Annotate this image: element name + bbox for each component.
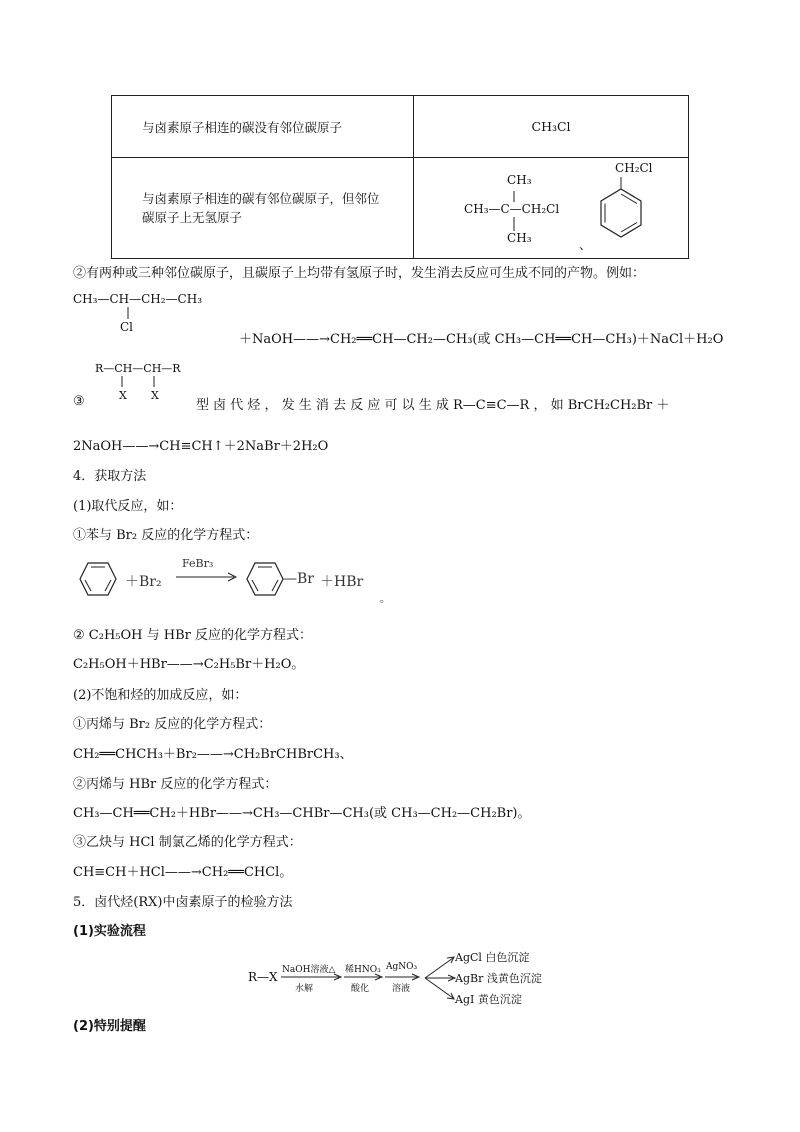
acetylene-hcl-title: ③乙炔与 HCl 制氯乙烯的化学方程式： — [73, 835, 302, 850]
benzyl-chloride-label: CH₂Cl — [615, 161, 653, 175]
paragraph-2: ②有两种或三种邻位碳原子，且碳原子上均带有氢原子时，发生消去反应可生成不同的产物。例如： — [73, 266, 646, 281]
benz-period: 。 — [380, 594, 390, 605]
separator: 、 — [579, 237, 592, 252]
dihalide-x1: X — [119, 389, 127, 402]
propene-br2-title: ①丙烯与 Br₂ 反应的化学方程式： — [73, 717, 272, 732]
table-row — [112, 96, 689, 158]
arrow-icon — [385, 973, 421, 981]
benz-hbr: ＋HBr — [320, 574, 364, 590]
flow-outcome-agbr: AgBr 浅黄色沉淀 — [455, 972, 542, 985]
eq2-cl: Cl — [120, 320, 134, 334]
propene-hbr-title: ②丙烯与 HBr 反应的化学方程式： — [73, 777, 278, 792]
eq2-chain: CH₃—CH—CH₂—CH₃ — [73, 292, 203, 306]
section-5-sub1: (1)实验流程 — [73, 924, 146, 939]
elimination-conditions-table — [111, 95, 689, 259]
benzene-ring-icon — [591, 175, 647, 243]
table-row — [112, 158, 689, 259]
condition-text: 碳原子上无氢原子 — [142, 210, 243, 225]
dihalide-bonds — [118, 375, 158, 389]
section-4-sub1: (1)取代反应，如： — [73, 499, 183, 514]
flow-step3-label: 溶液 — [392, 984, 411, 994]
flow-step2-reagent: 稀HNO₃ — [345, 965, 381, 975]
example-text: CH₃Cl — [531, 119, 571, 134]
paragraph-3-marker: ③ — [73, 394, 85, 409]
section-5-sub2: (2)特别提醒 — [73, 1019, 146, 1034]
flow-outcome-agcl: AgCl 白色沉淀 — [455, 951, 530, 964]
benzene-ring-icon — [73, 556, 123, 602]
dihalide-x2: X — [151, 389, 159, 402]
propene-hbr-equation: CH₃—CH══CH₂＋HBr——→CH₃—CHBr—CH₃(或 CH₃—CH₂—CH₂Br)。 — [73, 806, 531, 821]
example-cell — [414, 96, 689, 158]
condition-cell — [112, 96, 414, 158]
section-4-title: 4．获取方法 — [73, 469, 147, 484]
flow-step2-label: 酸化 — [351, 984, 370, 994]
paragraph-3-equation: 2NaOH——→CH≡CH↑＋2NaBr＋2H₂O — [73, 439, 329, 454]
eq2-equation: ＋NaOH——→CH₂══CH—CH₂—CH₃(或 CH₃—CH══CH—CH₃)＋NaCl＋H₂O — [239, 332, 724, 347]
section-4-sub2: (2)不饱和烃的加成反应，如： — [73, 688, 248, 703]
dihalide-chain: R—CH—CH—R — [95, 362, 181, 375]
section-5-title: 5．卤代烃(RX)中卤素原子的检验方法 — [73, 895, 293, 910]
benz-catalyst: FeBr₃ — [182, 557, 214, 570]
neopentyl-bottom: CH₃ — [507, 231, 532, 245]
neopentyl-chain: CH₃—C—CH₂Cl — [464, 202, 560, 216]
flow-step3-reagent: AgNO₃ — [386, 962, 418, 972]
flow-start: R—X — [248, 970, 278, 984]
acetylene-hcl-equation: CH≡CH＋HCl——→CH₂══CHCl。 — [73, 865, 293, 880]
example-cell — [414, 158, 689, 259]
benz-br: —Br — [283, 571, 314, 587]
arrow-icon — [344, 973, 384, 981]
detection-flow-diagram — [245, 948, 565, 1008]
benz-plus-br2: ＋Br₂ — [125, 574, 162, 590]
condition-text: 与卤素原子相连的碳没有邻位碳原子 — [142, 119, 343, 135]
propene-br2-equation: CH₂══CHCH₃＋Br₂——→CH₂BrCHBrCH₃、 — [73, 747, 353, 762]
eq2-bond — [125, 306, 131, 320]
branch-arrows-icon — [423, 952, 457, 1004]
flow-outcome-agi: AgI 黄色沉淀 — [455, 993, 522, 1006]
flow-step1-label: 水解 — [295, 984, 314, 994]
condition-text: 与卤素原子相连的碳有邻位碳原子，但邻位 — [142, 191, 380, 206]
neopentyl-top: CH₃ — [507, 173, 532, 187]
ethanol-hbr-equation: C₂H₅OH＋HBr——→C₂H₅Br＋H₂O。 — [73, 657, 305, 672]
paragraph-3-text: 型 卤 代 烃 ， 发 生 消 去 反 应 可 以 生 成 R—C≡C—R ， 如 BrCH₂CH₂Br ＋ — [196, 398, 670, 413]
flow-step1-reagent: NaOH溶液△ — [282, 965, 336, 975]
arrow-icon — [176, 572, 238, 582]
arrow-icon — [281, 973, 343, 981]
ethanol-hbr-title: ② C₂H₅OH 与 HBr 反应的化学方程式： — [73, 628, 312, 643]
condition-cell — [112, 158, 414, 259]
neopentyl-bonds — [511, 187, 517, 233]
benzene-br2-title: ①苯与 Br₂ 反应的化学方程式： — [73, 528, 259, 543]
